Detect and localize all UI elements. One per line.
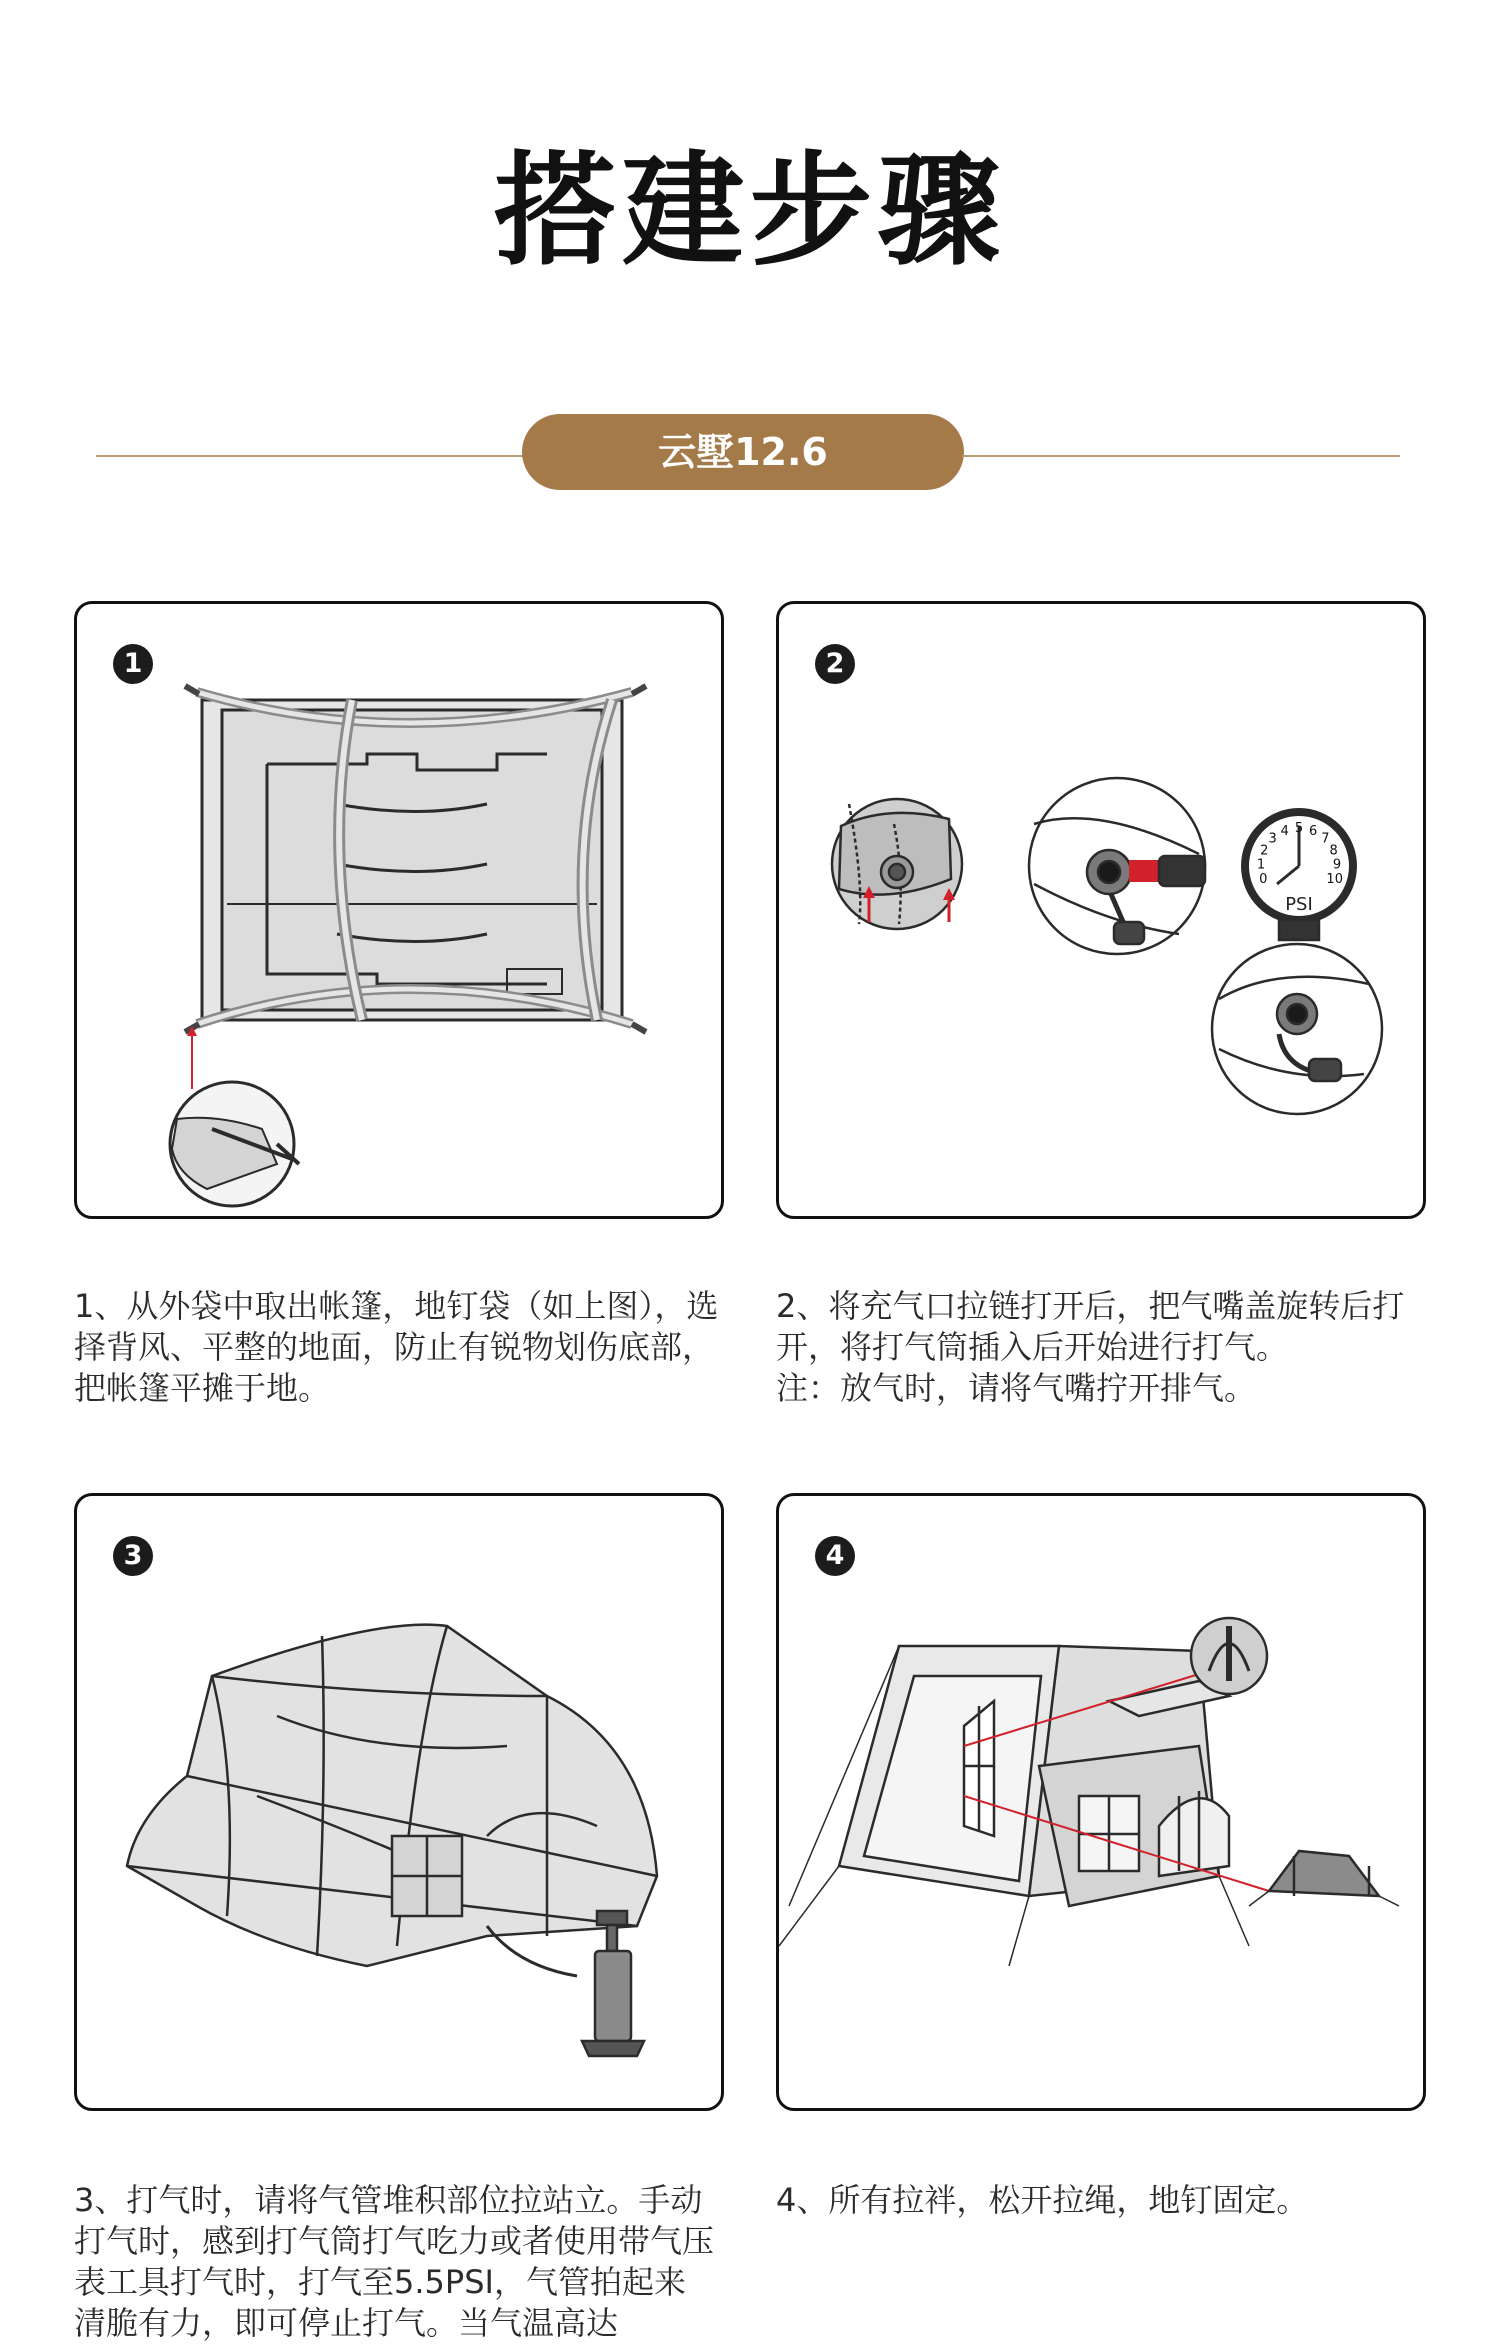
step-2-text: 2、将充气口拉链打开后，把气嘴盖旋转后打开，将打气筒插入后开始进行打气。 (776, 1287, 1405, 1366)
step-4-illustration (776, 1493, 1426, 2111)
gauge-scale-number: 2 (1260, 843, 1269, 859)
step-number-badge: 3 (113, 1536, 153, 1576)
gauge-scale-number: 9 (1332, 857, 1342, 873)
step-1-illustration (74, 601, 724, 1219)
gauge-scale-number: 0 (1259, 872, 1268, 887)
gauge-unit-text: PSI (1285, 894, 1313, 915)
valve-illustration (779, 604, 1426, 1219)
gauge-scale-number: 7 (1321, 831, 1330, 847)
gauge-scale-number: 6 (1309, 823, 1318, 839)
step-3-text: 3、打气时，请将气管堆积部位拉站立。手动打气时，感到打气筒打气吃力或者使用带气压表工具打气时，打气至5.5PSI，气管拍起来清脆有力，即可停止打气。当气温高达 (74, 2181, 715, 2342)
gauge-scale-number: 10 (1326, 872, 1343, 887)
divider-left (96, 455, 526, 457)
model-label: 云墅12.6 (522, 414, 964, 490)
step-number-badge: 2 (815, 644, 855, 684)
pitched-tent-illustration (779, 1496, 1426, 2111)
hand-pump-icon (597, 1911, 627, 1925)
gauge-scale-number: 3 (1268, 831, 1277, 847)
gauge-scale-number: 5 (1294, 821, 1304, 836)
step-2-note: 注：放气时，请将气嘴拧开排气。 (776, 1369, 1257, 1407)
step-3-illustration (74, 1493, 724, 2111)
gauge-scale-number: 8 (1329, 843, 1338, 859)
step-number-badge: 1 (113, 644, 153, 684)
page-title: 搭建步骤 (494, 140, 1006, 282)
step-2-illustration (776, 601, 1426, 1219)
step-number-badge: 4 (815, 1536, 855, 1576)
step-1-text: 1、从外袋中取出帐篷，地钉袋（如上图），选择背风、平整的地面，防止有锐物划伤底部，把帐篷平摊于地。 (74, 1287, 719, 1407)
divider-right (962, 455, 1400, 457)
tent-layout-illustration (77, 604, 724, 1219)
inflating-tent-illustration (77, 1496, 724, 2111)
step-4-text: 4、所有拉袢，松开拉绳，地钉固定。 (776, 2181, 1309, 2219)
gauge-scale-number: 1 (1256, 857, 1266, 873)
gauge-scale-number: 4 (1280, 823, 1289, 839)
